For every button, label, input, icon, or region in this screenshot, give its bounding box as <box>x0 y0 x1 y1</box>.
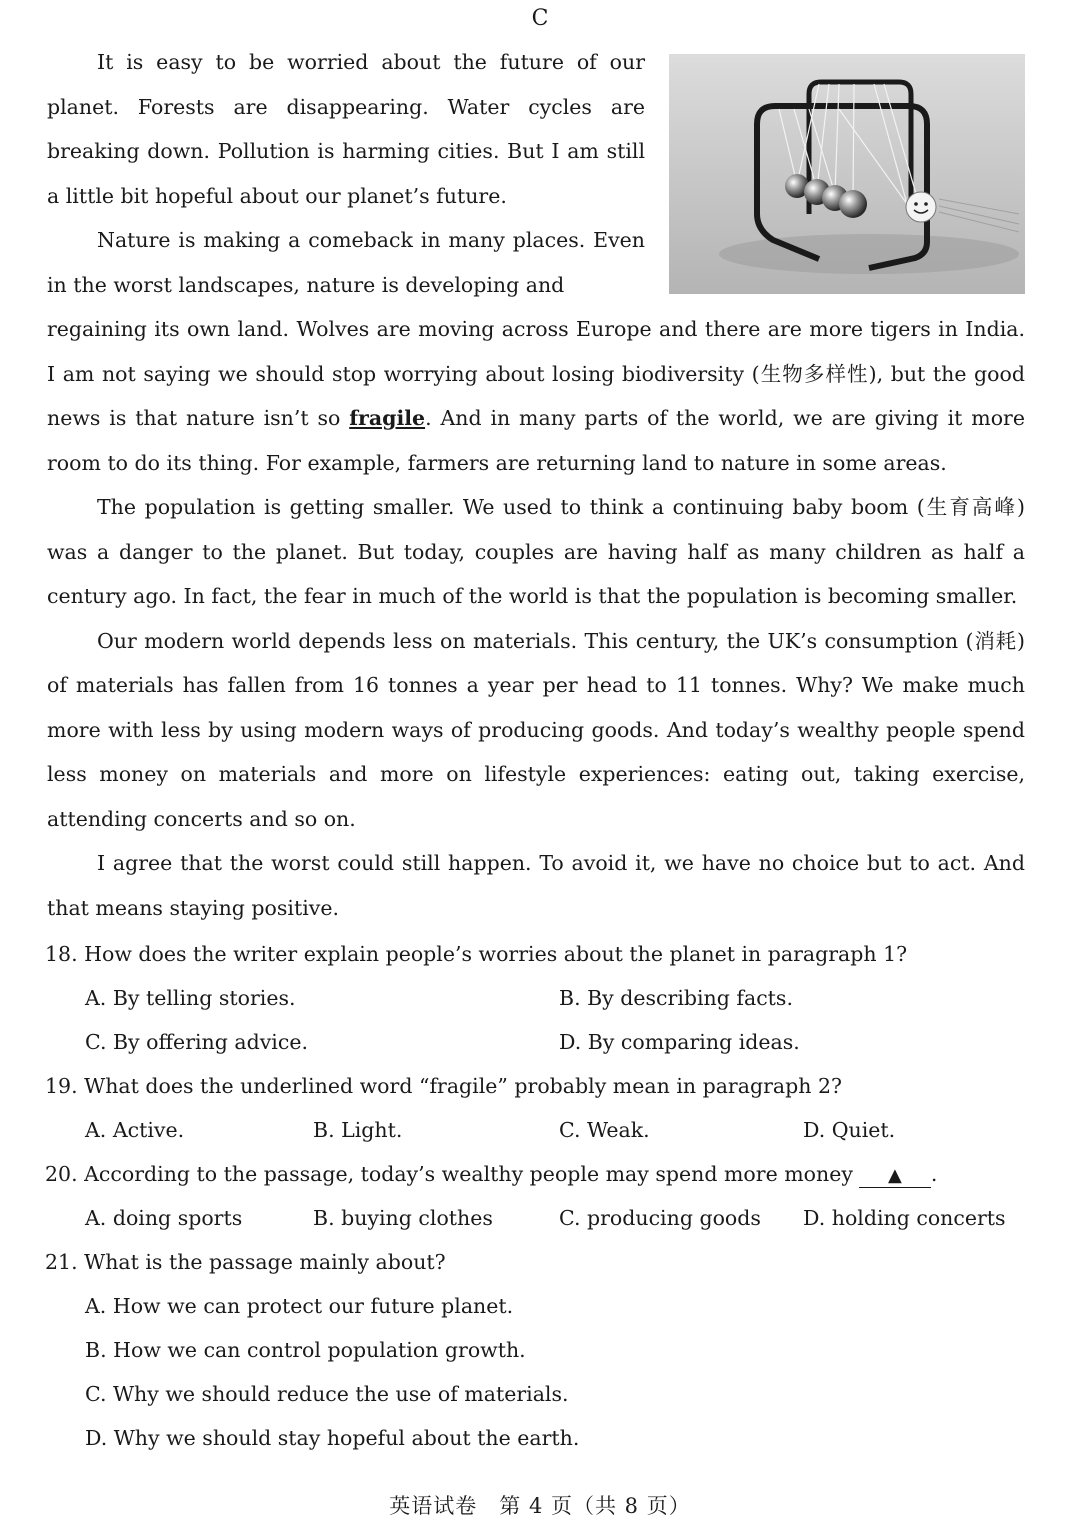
paragraph-4: Our modern world depends less on materials. This century, the UK’s consumption (消耗) of materials has fallen from 16 tonnes a year per head to 11 tonnes. Why? We make much more with less by using modern ways of producing goods. And today’s wealthy people spend less money on materials and more on lifestyle experiences: eating out, taking exercise, attending concerts and so on. <box>47 628 1025 831</box>
question-18: 18. How does the writer explain people’s worries about the planet in paragraph 1? <box>45 942 908 966</box>
passage-main-block <box>47 307 1025 930</box>
paragraph-1: It is easy to be worried about the future of our planet. Forests are disappearing. Water cycles are breaking down. Pollution is harming cities. But I am still a little bit hopeful about our planet’s future. <box>47 50 645 208</box>
paragraph-2-continued <box>47 307 1025 485</box>
q18-option-a[interactable]: A. By telling stories. <box>85 986 296 1010</box>
q21-option-a[interactable]: A. How we can protect our future planet. <box>85 1294 514 1318</box>
q20-option-a[interactable]: A. doing sports <box>85 1206 243 1230</box>
newtons-cradle-photo <box>669 54 1025 294</box>
question-21-option-b-row <box>45 1328 1035 1372</box>
question-20-end: . <box>930 1162 938 1186</box>
question-21-option-c-row <box>45 1372 1035 1416</box>
question-19-options <box>45 1108 1035 1152</box>
q18-option-c[interactable]: C. By offering advice. <box>85 1030 308 1054</box>
q18-option-b[interactable]: B. By describing facts. <box>559 986 793 1010</box>
underlined-word-fragile: fragile <box>349 406 426 430</box>
q20-option-c[interactable]: C. producing goods <box>559 1206 761 1230</box>
paragraph-3: The population is getting smaller. We used to think a continuing baby boom (生育高峰) was a danger to the planet. But today, couples are having half as many children as half a century ago. In fact, the fear in much of the world is that the population is becoming smaller. <box>47 495 1025 608</box>
q21-option-b[interactable]: B. How we can control population growth. <box>85 1338 526 1362</box>
answer-blank[interactable]: ▲ <box>859 1165 931 1188</box>
paragraph-5: I agree that the worst could still happen. To avoid it, we have no choice but to act. And that means staying positive. <box>47 851 1025 920</box>
q19-option-a[interactable]: A. Active. <box>85 1118 185 1142</box>
q20-option-b[interactable]: B. buying clothes <box>313 1206 493 1230</box>
passage-top-block <box>47 40 645 307</box>
question-21-option-a-row <box>45 1284 1035 1328</box>
question-21: 21. What is the passage mainly about? <box>45 1250 446 1274</box>
q19-option-c[interactable]: C. Weak. <box>559 1118 650 1142</box>
q21-option-d[interactable]: D. Why we should stay hopeful about the earth. <box>85 1426 580 1450</box>
newtons-cradle-icon <box>669 54 1025 294</box>
questions-section <box>45 932 1035 1460</box>
q19-option-d[interactable]: D. Quiet. <box>803 1118 896 1142</box>
q19-option-b[interactable]: B. Light. <box>313 1118 403 1142</box>
question-20-text: 20. According to the passage, today’s wealthy people may spend more money <box>45 1162 853 1186</box>
question-18-options-row-1 <box>45 976 1035 1020</box>
q21-option-c[interactable]: C. Why we should reduce the use of materials. <box>85 1382 569 1406</box>
question-18-options-row-2 <box>45 1020 1035 1064</box>
paragraph-2-part-a: regaining its own land. Wolves are moving across Europe and there are more tigers in India. I am not saying we should stop worrying about losing biodiversity (生物多样性), but the good news is that nature isn’t so <box>47 317 1025 430</box>
question-20-options <box>45 1196 1035 1240</box>
q20-option-d[interactable]: D. holding concerts <box>803 1206 1006 1230</box>
paragraph-2-part-b: . And in many parts of the world, we are giving it more room to do its thing. For example, farmers are returning land to nature in some areas. <box>47 406 1025 475</box>
question-21-option-d-row <box>45 1416 1035 1460</box>
page-footer: 英语试卷 第 4 页（共 8 页） <box>389 1494 691 1518</box>
question-19: 19. What does the underlined word “fragile” probably mean in paragraph 2? <box>45 1074 842 1098</box>
q18-option-d[interactable]: D. By comparing ideas. <box>559 1030 800 1054</box>
section-letter: C <box>531 6 549 31</box>
paragraph-2-start: Nature is making a comeback in many places. Even in the worst landscapes, nature is developing and <box>47 228 645 297</box>
question-20 <box>45 1152 1035 1196</box>
